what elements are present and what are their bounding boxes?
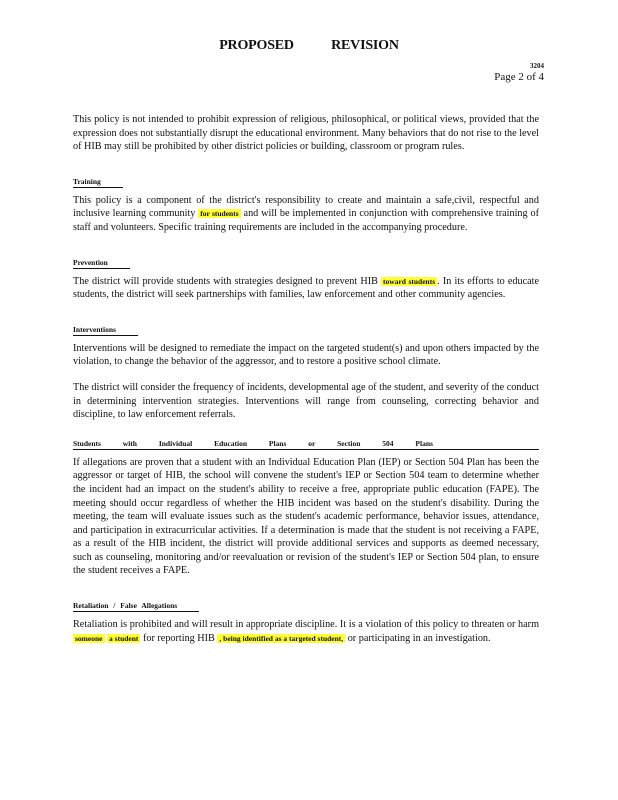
prevention-text-b: . In its efforts to educate students, the district will seek partnerships with families, law enforcement and other community agencies. (73, 275, 540, 301)
retaliation-highlight-targeted: , being identified as a targeted student, (219, 633, 344, 643)
heading-retaliation: Retaliation / False Allegations (73, 601, 199, 612)
heading-training: Training (73, 177, 123, 188)
document-title: PROPOSED REVISION (219, 38, 399, 53)
retaliation-text-a: Retaliation is prohibited and will result in appropriate discipline. It is a violation of this policy to threaten or harm (73, 619, 539, 631)
prevention-paragraph (73, 275, 539, 302)
prevention-highlight: toward students (383, 276, 436, 286)
document-body (73, 113, 539, 645)
retaliation-text-b: for reporting HIB (140, 632, 218, 644)
retaliation-text-c: or participating in an investigation. (345, 632, 491, 644)
policy-number: 3204 (530, 62, 544, 70)
heading-prevention: Prevention (73, 258, 130, 269)
training-text-b: and will be implemented in conjunction with comprehensive training of staff and volunteers. Specific training requirements are included in the accompanying procedure. (73, 208, 539, 233)
retaliation-highlight-a-student: a student (109, 633, 139, 643)
retaliation-highlight-someone: someone (75, 633, 103, 643)
page-indicator: Page 2 of 4 (494, 71, 544, 83)
heading-iep-504: Students with Individual Education Plans or Section 504 Plans (73, 439, 539, 450)
training-text-a: This policy is a component of the district's responsibility to create and maintain a safe,civil, respectful and inclusive learning community (73, 194, 539, 220)
iep-paragraph: If allegations are proven that a student with an Individual Education Plan (IEP) or Section 504 Plan has been the aggressor or target of HIB, the school will convene the student's IEP or Section 504 team to determine whether the incident had an impact on the student's ability to receive a free, appropriate public education (FAPE). The meeting should occur regardless of whether the HIB incident was based on the student's disability. During the meeting, the team will evaluate issues such as the student's academic performance, behavior issues, attendance, and participation in extracurricular activities. If a determination is made that the student is not receiving a FAPE, as a result of the HIB incident, the district will provide additional services and supports as deemed necessary, such as counseling, monitoring and/or reevaluation or revision of the student's IEP or Section 504 plan, to ensure the student receives a FAPE. (73, 456, 539, 577)
interventions-paragraph-2: The district will consider the frequency of incidents, developmental age of the student, and severity of the conduct in determining intervention strategies. Interventions will range from counseling, correcting behavior and discipline, to law enforcement referrals. (73, 381, 539, 421)
retaliation-paragraph (73, 618, 539, 645)
training-highlight: for students (200, 209, 239, 219)
training-paragraph (73, 194, 539, 235)
intro-paragraph: This policy is not intended to prohibit expression of religious, philosophical, or political views, provided that the expression does not substantially disrupt the educational environment. Many behaviors that do not rise to the level of HIB may still be prohibited by other district policies or building, classroom or program rules. (73, 114, 539, 153)
prevention-text-a: The district will provide students with strategies designed to prevent HIB (73, 275, 382, 287)
interventions-paragraph-1: Interventions will be designed to remediate the impact on the targeted student(s) and upon others impacted by the violation, to change the behavior of the aggressor, and to restore a positive school climate. (73, 342, 539, 368)
heading-interventions: Interventions (73, 325, 138, 336)
